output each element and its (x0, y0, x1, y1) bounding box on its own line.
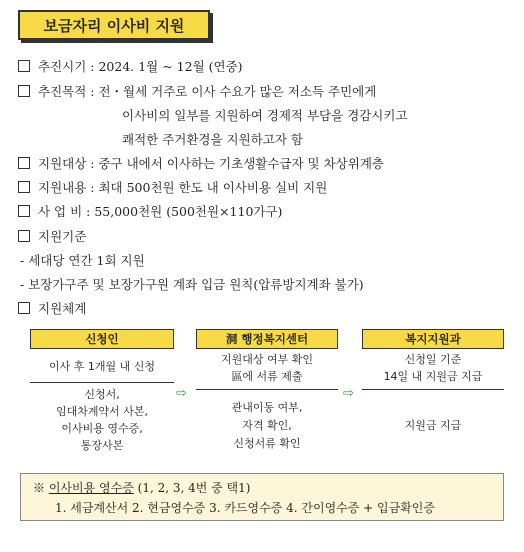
flow-applicant-divider (30, 382, 174, 383)
item-system-text: 지원체계 (38, 301, 87, 316)
item-purpose (18, 83, 376, 101)
checkbox-icon (18, 302, 30, 314)
flow-center-sub-3: 신청서류 확인 (233, 437, 301, 450)
flow-welfare-head: 복지지원과 (362, 329, 504, 349)
receipt-note-box (20, 473, 504, 521)
criteria-line-1: - 세대당 연간 1회 지원 (20, 253, 145, 268)
item-target-text: 지원대상 : 중구 내에서 이사하는 기초생활수급자 및 차상위계층 (38, 156, 384, 171)
item-budget (18, 203, 282, 221)
flow-center-divider (196, 389, 338, 390)
flow-applicant-line1: 이사 후 1개월 내 신청 (49, 360, 155, 373)
item-target (18, 155, 384, 173)
item-purpose-text: 추진목적 : 전・월세 거주로 이사 수요가 많은 저소득 주민에게 (38, 84, 377, 99)
flow-applicant-head: 신청인 (30, 329, 174, 349)
flow-center-line1: 지원대상 여부 확인 (220, 353, 313, 366)
checkbox-icon (18, 60, 30, 72)
note-mark: ※ (33, 481, 46, 495)
item-purpose-cont-2: 쾌적한 주거환경을 지원하고자 함 (122, 132, 303, 147)
flow-applicant-docs-1: 신청서, (84, 388, 120, 401)
flow-applicant-docs-3: 이사비용 영수증, (61, 422, 143, 435)
flow-applicant-docs-4: 통장사본 (80, 439, 124, 452)
flow-welfare-sub-1: 지원금 지급 (404, 419, 462, 432)
flow-applicant-docs-2: 임대차계약서 사본, (55, 405, 148, 418)
receipt-note-options: 1. 세금계산서 2. 현금영수증 3. 카드영수증 4. 간이영수증 + 입금확인증 (55, 501, 435, 515)
flow-arrow-icon: ⇨ (343, 386, 354, 401)
flow-center-sub-1: 관내이동 여부, (231, 401, 303, 414)
receipt-note-title (33, 479, 250, 496)
item-content (18, 179, 327, 197)
item-criteria-text: 지원기준 (38, 229, 87, 244)
flow-welfare-line1: 신청일 기준 (404, 353, 462, 366)
flow-arrow-icon: ⇨ (176, 386, 187, 401)
checkbox-icon (18, 205, 30, 217)
item-criteria (18, 228, 86, 246)
page-title: 보금자리 이사비 지원 (18, 10, 210, 40)
flow-welfare-line2: 14일 내 지원금 지급 (383, 370, 483, 383)
flow-welfare-divider (362, 389, 504, 390)
flow-center-sub-2: 자격 확인, (242, 419, 292, 432)
item-system (18, 300, 86, 318)
checkbox-icon (18, 157, 30, 169)
note-suffix: (1, 2, 3, 4번 중 택1) (137, 481, 251, 495)
item-period-text: 추진시기 : 2024. 1월 ~ 12월 (연중) (38, 59, 243, 74)
item-period (18, 58, 243, 76)
item-content-text: 지원내용 : 최대 500천원 한도 내 이사비용 실비 지원 (38, 180, 328, 195)
item-purpose-cont-1: 이사비의 일부를 지원하여 경제적 부담을 경감시키고 (122, 108, 408, 123)
note-label: 이사비용 영수증 (48, 481, 134, 495)
checkbox-icon (18, 85, 30, 97)
flow-center-head: 洞 행정복지센터 (196, 329, 338, 349)
checkbox-icon (18, 181, 30, 193)
item-budget-text: 사 업 비 : 55,000천원 (500천원×110가구) (38, 204, 283, 219)
flow-center-line2: 區에 서류 제출 (231, 370, 303, 383)
criteria-line-2: - 보장가구주 및 보장가구원 계좌 입금 원칙(압류방지계좌 불가) (20, 277, 364, 292)
checkbox-icon (18, 230, 30, 242)
